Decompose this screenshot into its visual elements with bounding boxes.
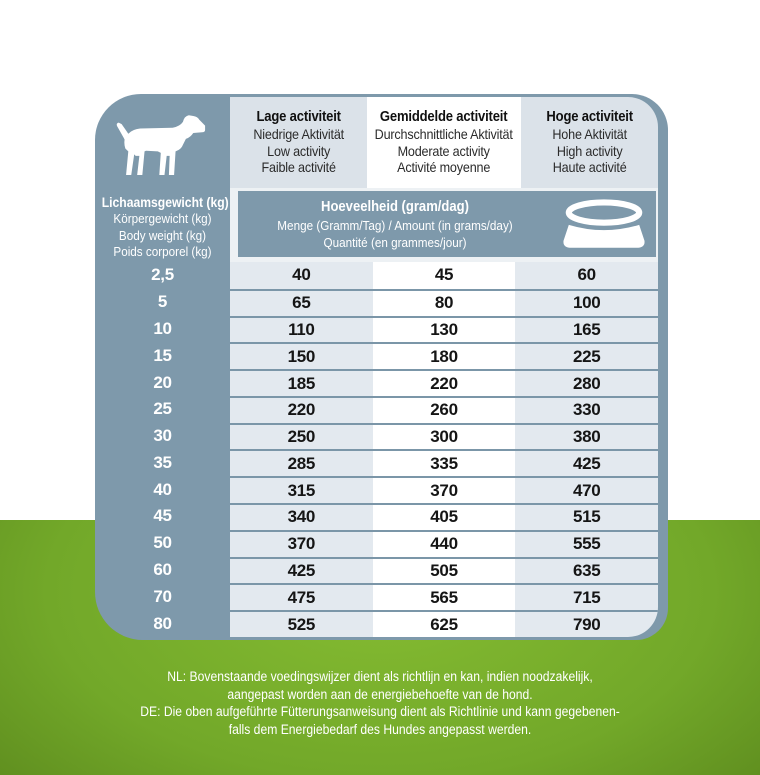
table-row: [95, 610, 658, 637]
dog-icon: [95, 97, 230, 188]
column-subtitle: Hohe Aktivität: [552, 126, 627, 142]
table-row: [95, 262, 658, 289]
cell-low: 285: [230, 449, 373, 476]
table-row: [95, 342, 658, 369]
footer-note: [0, 668, 760, 738]
column-title: Gemiddelde activiteit: [380, 109, 508, 125]
cell-low: 340: [230, 503, 373, 530]
amount-subtitle: Menge (Gramm/Tag) / Amount (in grams/day): [277, 217, 513, 233]
cell-mid: 335: [373, 449, 516, 476]
cell-high: 60: [515, 262, 658, 289]
feeding-table: [95, 97, 658, 637]
cell-high: 790: [515, 610, 658, 637]
table-row: [95, 503, 658, 530]
footer-line: DE: Die oben aufgeführte Fütterungsanweisung dient als Richtlinie und kann gegebenen-: [140, 704, 620, 719]
weight-cell: 25: [153, 399, 172, 419]
weight-cell: 40: [153, 479, 172, 499]
weight-cell: 35: [153, 452, 172, 472]
column-subtitle: Faible activité: [261, 159, 336, 175]
table-row: [95, 396, 658, 423]
weight-header-subtitle: Körpergewicht (kg): [113, 211, 212, 226]
amount-band-text: [238, 198, 552, 251]
weight-cell: 70: [153, 586, 172, 606]
cell-low: 185: [230, 369, 373, 396]
table-row: [95, 530, 658, 557]
cell-low: 250: [230, 423, 373, 450]
table-row: [95, 369, 658, 396]
cell-high: 425: [515, 449, 658, 476]
cell-mid: 80: [373, 289, 516, 316]
column-subtitle: Moderate activity: [397, 142, 491, 159]
column-header-low-activity: [230, 97, 367, 188]
cell-high: 280: [515, 369, 658, 396]
cell-low: 150: [230, 342, 373, 369]
amount-band: [238, 191, 656, 257]
cell-mid: 180: [373, 342, 516, 369]
weight-column-header: [95, 188, 230, 262]
footer-line: NL: Bovenstaande voedingswijzer dient als richtlijn en kan, indien noodzakelijk,: [167, 669, 593, 684]
column-subtitle: Activité moyenne: [397, 159, 491, 175]
column-subtitle: Haute activité: [552, 159, 627, 175]
cell-mid: 505: [373, 557, 516, 584]
table-row: [95, 476, 658, 503]
cell-low: 65: [230, 289, 373, 316]
weight-cell: 15: [153, 345, 172, 365]
column-subtitle: Low activity: [267, 142, 331, 159]
table-row: [95, 316, 658, 343]
bowl-icon: [552, 196, 656, 252]
amount-subtitle: Quantité (en grammes/jour): [323, 234, 467, 250]
table-header-row: [95, 97, 658, 188]
cell-mid: 565: [373, 583, 516, 610]
weight-cell: 10: [153, 318, 172, 338]
cell-mid: 45: [373, 262, 516, 289]
cell-high: 100: [515, 289, 658, 316]
column-header-moderate-activity: [367, 97, 520, 188]
weight-cell: 60: [153, 559, 172, 579]
cell-high: 225: [515, 342, 658, 369]
weight-header-title: Lichaamsgewicht (kg): [101, 195, 229, 210]
cell-high: 330: [515, 396, 658, 423]
table-row: [95, 583, 658, 610]
cell-high: 165: [515, 316, 658, 343]
table-row: [95, 289, 658, 316]
cell-mid: 130: [373, 316, 516, 343]
cell-low: 110: [230, 316, 373, 343]
weight-cell: 30: [153, 426, 172, 446]
cell-mid: 440: [373, 530, 516, 557]
cell-low: 475: [230, 583, 373, 610]
weight-cell: 20: [153, 372, 172, 392]
column-title: Hoge activiteit: [546, 109, 633, 125]
cell-mid: 260: [373, 396, 516, 423]
cell-mid: 370: [373, 476, 516, 503]
table-body: [95, 262, 658, 637]
table-row: [95, 449, 658, 476]
weight-header-subtitle: Body weight (kg): [118, 227, 207, 243]
cell-low: 525: [230, 610, 373, 637]
table-row: [95, 557, 658, 584]
weight-cell: 50: [153, 533, 172, 553]
column-subtitle: Niedrige Aktivität: [253, 126, 344, 142]
cell-low: 425: [230, 557, 373, 584]
cell-high: 380: [515, 423, 658, 450]
column-subtitle: High activity: [556, 142, 623, 159]
cell-high: 715: [515, 583, 658, 610]
footer-line: aangepast worden aan de energiebehoefte van de hond.: [227, 686, 533, 702]
amount-title: Hoeveelheid (gram/dag): [321, 198, 469, 215]
cell-high: 515: [515, 503, 658, 530]
cell-low: 220: [230, 396, 373, 423]
column-header-high-activity: [521, 97, 658, 188]
cell-high: 470: [515, 476, 658, 503]
table-row: [95, 423, 658, 450]
cell-high: 635: [515, 557, 658, 584]
column-subtitle: Durchschnittliche Aktivität: [374, 126, 514, 142]
cell-low: 315: [230, 476, 373, 503]
amount-header-row: [95, 188, 658, 262]
weight-cell: 5: [157, 292, 168, 312]
feeding-table-panel: [95, 94, 668, 640]
cell-mid: 625: [373, 610, 516, 637]
column-title: Lage activiteit: [256, 109, 341, 125]
cell-mid: 405: [373, 503, 516, 530]
weight-header-subtitle: Poids corporel (kg): [113, 244, 212, 259]
cell-mid: 300: [373, 423, 516, 450]
cell-low: 40: [230, 262, 373, 289]
weight-cell: 2,5: [151, 265, 174, 285]
amount-band-outer: [230, 188, 658, 262]
weight-cell: 80: [153, 613, 172, 633]
cell-low: 370: [230, 530, 373, 557]
footer-line: falls dem Energiebedarf des Hundes angepasst werden.: [228, 721, 532, 737]
cell-high: 555: [515, 530, 658, 557]
cell-mid: 220: [373, 369, 516, 396]
weight-cell: 45: [153, 506, 172, 526]
